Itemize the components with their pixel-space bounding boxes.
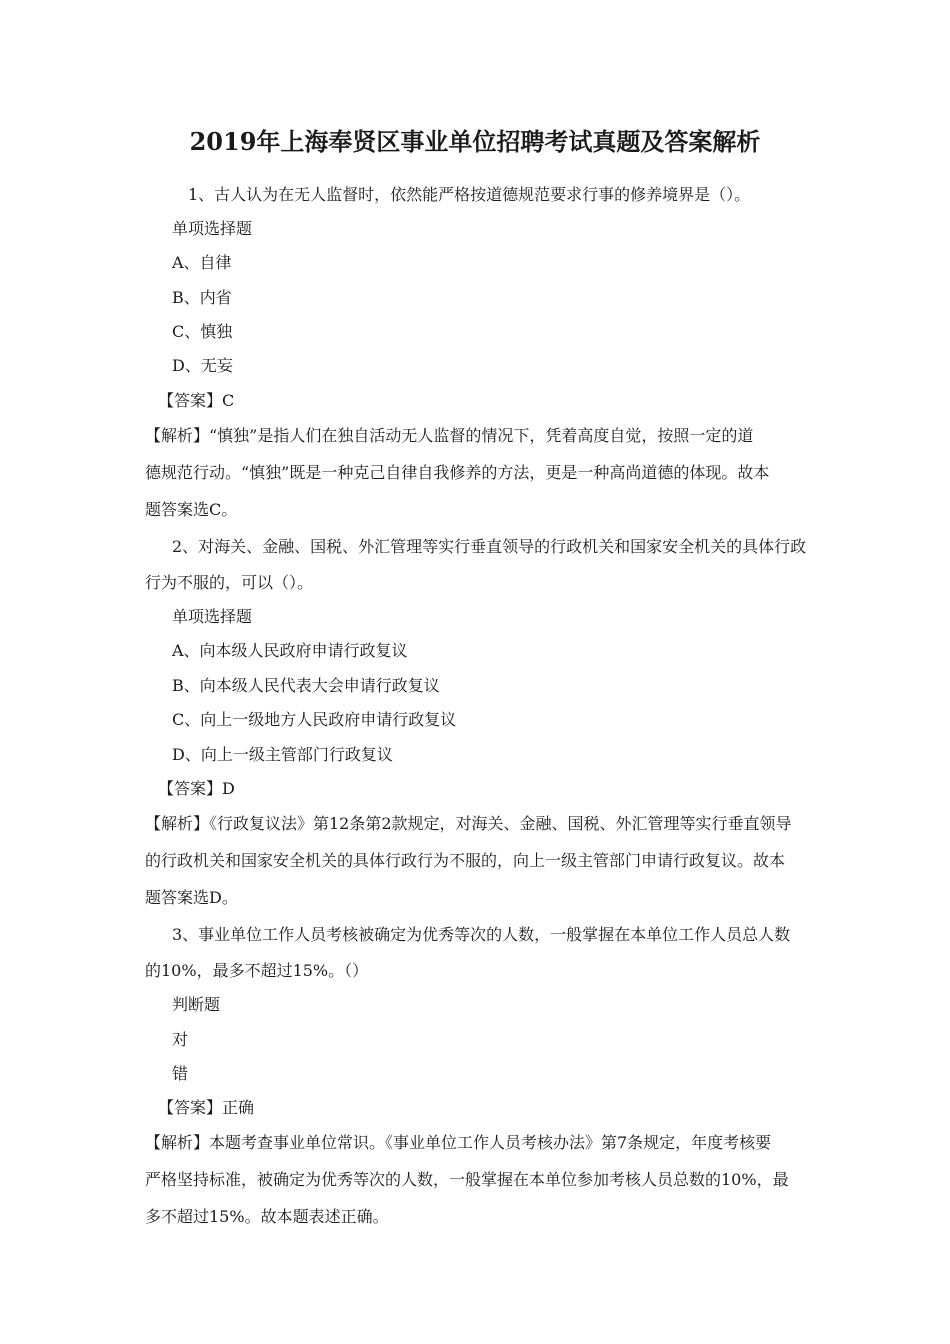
question-2-analysis-line-3: 题答案选D。 <box>145 888 238 907</box>
question-2-analysis-line-2: 的行政机关和国家安全机关的具体行政行为不服的，向上一级主管部门申请行政复议。故本 <box>145 851 786 870</box>
question-1-stem: 1、古人认为在无人监督时，依然能严格按道德规范要求行事的修养境界是（）。 <box>188 185 751 204</box>
question-1-option-c: C、慎独 <box>172 322 233 341</box>
question-3-option-false: 错 <box>172 1064 189 1083</box>
question-3-stem-line-2: 的10%，最多不超过15%。（） <box>145 961 369 980</box>
question-3-option-true: 对 <box>172 1030 189 1049</box>
question-2-stem-line-1: 2、对海关、金融、国税、外汇管理等实行垂直领导的行政机关和国家安全机关的具体行政 <box>172 537 807 556</box>
question-2-option-b: B、向本级人民代表大会申请行政复议 <box>172 676 440 695</box>
question-1-analysis-line-3: 题答案选C。 <box>145 500 238 519</box>
question-1-option-a: A、自律 <box>172 253 232 272</box>
question-2-option-c: C、向上一级地方人民政府申请行政复议 <box>172 710 457 729</box>
question-1-option-d: D、无妄 <box>172 356 233 375</box>
question-1-answer: 【答案】C <box>158 391 235 410</box>
question-1-analysis-line-1: 【解析】“慎独”是指人们在独自活动无人监督的情况下，凭着高度自觉，按照一定的道 <box>145 426 754 445</box>
question-2-answer: 【答案】D <box>158 779 235 798</box>
question-3-analysis-line-1: 【解析】本题考查事业单位常识。《事业单位工作人员考核办法》第7条规定，年度考核要 <box>145 1133 772 1152</box>
question-2-type: 单项选择题 <box>172 607 253 626</box>
question-3-analysis-line-2: 严格坚持标准，被确定为优秀等次的人数，一般掌握在本单位参加考核人员总数的10%，最 <box>145 1170 789 1189</box>
question-3-answer: 【答案】正确 <box>158 1098 255 1117</box>
question-1-analysis-line-2: 德规范行动。“慎独”既是一种克己自律自我修养的方法，更是一种高尚道德的体现。故本 <box>145 463 770 482</box>
question-3-stem-line-1: 3、事业单位工作人员考核被确定为优秀等次的人数，一般掌握在本单位工作人员总人数 <box>172 925 791 944</box>
question-2-option-a: A、向本级人民政府申请行政复议 <box>172 641 408 660</box>
question-2-stem-line-2: 行为不服的，可以（）。 <box>145 573 314 592</box>
question-3-analysis-line-3: 多不超过15%。故本题表述正确。 <box>145 1207 389 1226</box>
page-title: 2019年上海奉贤区事业单位招聘考试真题及答案解析 <box>189 127 761 156</box>
question-1-option-b: B、内省 <box>172 288 232 307</box>
question-2-analysis-line-1: 【解析】《行政复议法》第12条第2款规定，对海关、金融、国税、外汇管理等实行垂直领导 <box>145 814 792 833</box>
question-2-option-d: D、向上一级主管部门行政复议 <box>172 745 393 764</box>
question-3-type: 判断题 <box>172 995 221 1014</box>
question-1-type: 单项选择题 <box>172 219 253 238</box>
